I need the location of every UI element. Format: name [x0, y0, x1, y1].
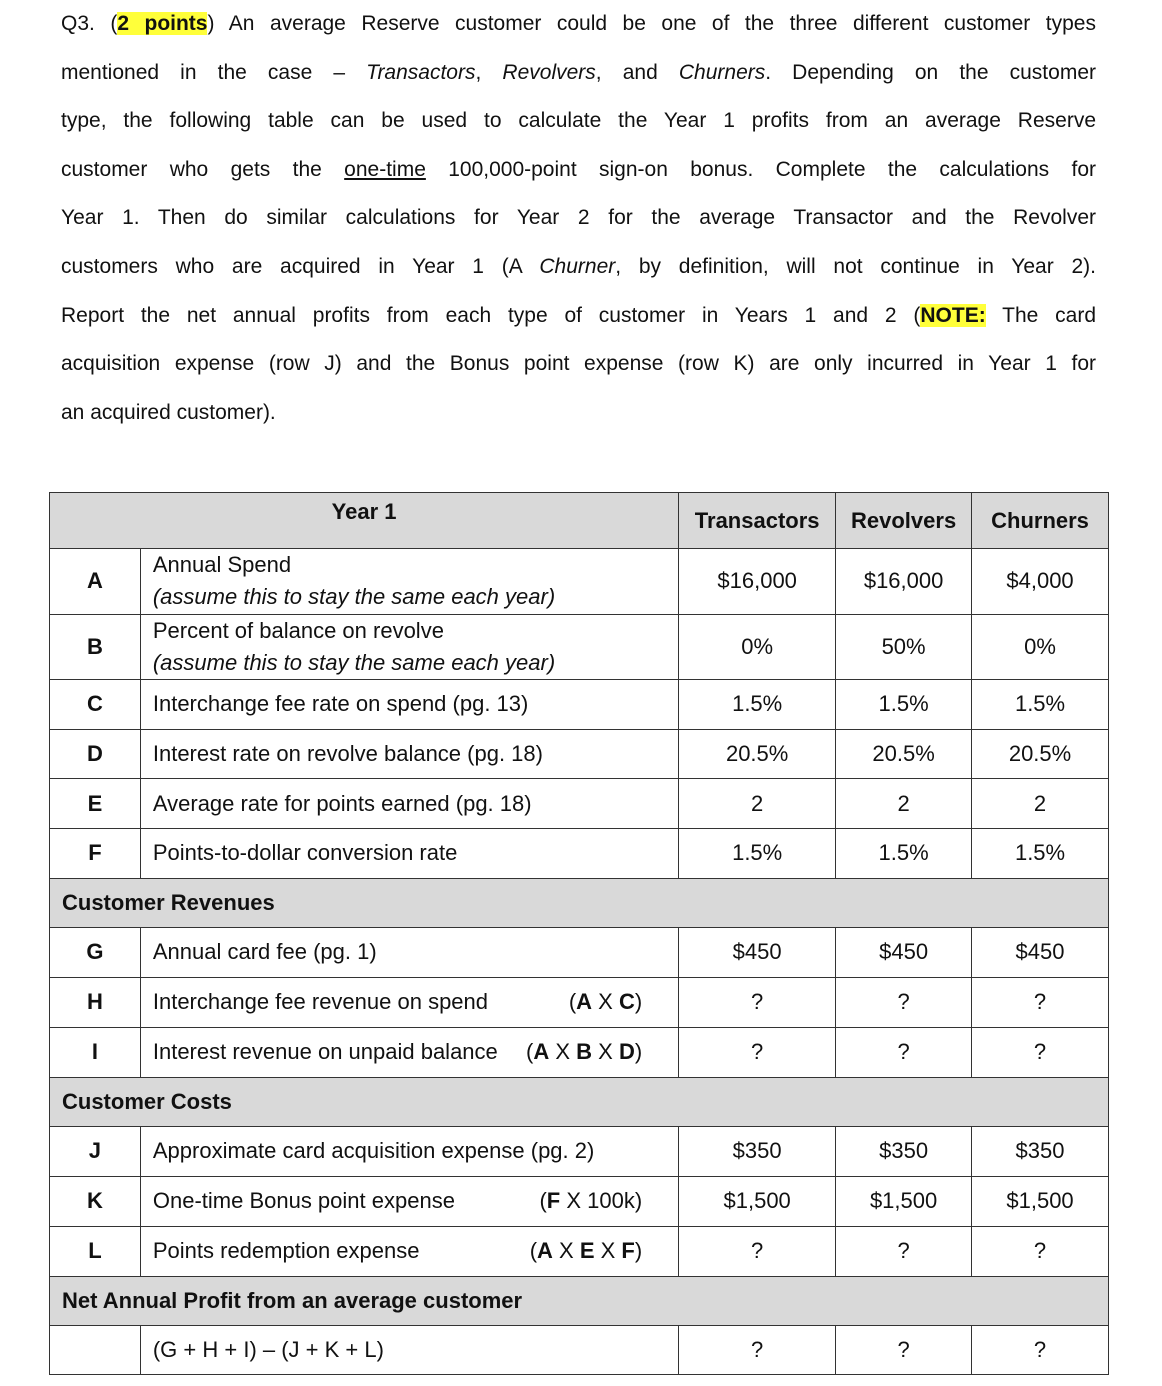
text-segment: Transactors [366, 60, 476, 84]
section-title: Net Annual Profit from an average customer [50, 1276, 1109, 1325]
row-note: (assume this to stay the same each year) [152, 584, 556, 610]
text-segment: customers who are acquired in Year 1 (A [61, 254, 540, 278]
row-letter: I [50, 1027, 141, 1077]
row-letter: E [50, 779, 141, 829]
table-row-k [50, 1176, 1109, 1226]
value-cell: ? [679, 1027, 836, 1077]
row-label [140, 1176, 678, 1226]
value-cell: 2 [836, 779, 972, 829]
text-segment: Q3. ( [61, 12, 118, 35]
formula-part: F [621, 1238, 635, 1264]
formula-part: X [594, 1238, 622, 1264]
section-customer-revenues [50, 878, 1109, 927]
table-row-a [50, 549, 1109, 615]
text-segment: acquisition expense (row J) and the Bonus point expense (row K) are only incurred in Year 1 for [61, 352, 1096, 376]
column-header: Transactors [679, 493, 836, 549]
formula-part: X [592, 989, 619, 1015]
text-segment: Churner [539, 254, 616, 278]
text-segment: Churners [678, 60, 766, 84]
formula-part: ( [539, 1188, 547, 1214]
question-line [61, 152, 1096, 201]
value-cell: $450 [972, 927, 1109, 977]
value-cell: ? [679, 1226, 836, 1276]
value-cell: 2 [679, 779, 836, 829]
text-segment: Revolvers [502, 60, 596, 84]
table-row-e [50, 779, 1109, 829]
formula-part: E [579, 1238, 595, 1264]
table-row-net [50, 1325, 1109, 1374]
row-label: Interest rate on revolve balance (pg. 18) [140, 729, 678, 779]
row-letter-empty [50, 1325, 141, 1374]
formula-part: C [618, 989, 635, 1015]
table-row-i [50, 1027, 1109, 1077]
value-cell: $16,000 [679, 549, 836, 615]
formula-part: A [576, 989, 593, 1015]
table-row-h [50, 977, 1109, 1027]
value-cell: 1.5% [972, 680, 1109, 730]
row-label-text: Annual Spend [152, 552, 292, 578]
formula-part: X [552, 1238, 580, 1264]
row-label [140, 549, 678, 615]
formula-part: ( [526, 1039, 534, 1065]
formula-part: ) [634, 1039, 643, 1065]
table-row-g [50, 927, 1109, 977]
row-letter: H [50, 977, 141, 1027]
formula-part: ( [568, 989, 577, 1015]
question-line [61, 55, 1096, 104]
table-row-d [50, 729, 1109, 779]
value-cell: 50% [836, 614, 972, 680]
value-cell: $1,500 [679, 1176, 836, 1226]
value-cell: 1.5% [679, 680, 836, 730]
formula-part: D [618, 1039, 635, 1065]
value-cell: ? [972, 977, 1109, 1027]
net-formula: (G + H + I) – (J + K + L) [140, 1325, 678, 1374]
row-label: Interchange fee rate on spend (pg. 13) [140, 680, 678, 730]
row-letter: J [50, 1126, 141, 1176]
formula-part: ) [634, 1238, 643, 1264]
column-header: Revolvers [836, 493, 972, 549]
formula-part: A [533, 1039, 550, 1065]
value-cell: $450 [679, 927, 836, 977]
highlighted-text: NOTE: [920, 303, 986, 327]
value-cell: $4,000 [972, 549, 1109, 615]
value-cell: 20.5% [972, 729, 1109, 779]
text-segment: , [475, 60, 503, 84]
text-segment: , and [595, 60, 679, 84]
row-letter: G [50, 927, 141, 977]
row-letter: F [50, 829, 141, 879]
row-label-text: Interchange fee revenue on spend [152, 989, 489, 1015]
value-cell: $350 [679, 1126, 836, 1176]
row-letter: A [50, 549, 141, 615]
row-label [140, 1027, 678, 1077]
text-segment: The card [985, 303, 1097, 327]
value-cell: $1,500 [836, 1176, 972, 1226]
question-line [61, 249, 1096, 298]
value-cell: $350 [836, 1126, 972, 1176]
row-label: Average rate for points earned (pg. 18) [140, 779, 678, 829]
row-formula [530, 1238, 643, 1264]
formula-part: B [576, 1039, 593, 1065]
row-label [140, 614, 678, 680]
question-text [61, 6, 1096, 443]
value-cell: 1.5% [972, 829, 1109, 879]
value-cell: 20.5% [679, 729, 836, 779]
text-segment: one-time [344, 157, 426, 181]
value-cell: $450 [836, 927, 972, 977]
formula-part: ) [634, 989, 643, 1015]
value-cell: ? [972, 1027, 1109, 1077]
column-header: Churners [972, 493, 1109, 549]
row-formula [569, 989, 642, 1015]
question-line [61, 346, 1096, 395]
value-cell: 1.5% [836, 680, 972, 730]
section-title: Customer Revenues [50, 878, 1109, 927]
profit-table [49, 492, 1109, 1375]
value-cell: ? [836, 1226, 972, 1276]
section-title: Customer Costs [50, 1077, 1109, 1126]
formula-part: A [537, 1238, 553, 1264]
row-label [140, 1226, 678, 1276]
value-cell: ? [972, 1325, 1109, 1374]
formula-part: X [549, 1039, 577, 1065]
row-label: Annual card fee (pg. 1) [140, 927, 678, 977]
row-label-text: Points redemption expense [152, 1238, 420, 1264]
value-cell: ? [679, 1325, 836, 1374]
table-header-row [50, 493, 1109, 549]
value-cell: 1.5% [679, 829, 836, 879]
value-cell: ? [836, 1325, 972, 1374]
formula-part: X [592, 1039, 619, 1065]
value-cell: $1,500 [972, 1176, 1109, 1226]
row-label [140, 977, 678, 1027]
text-segment: 100,000-point sign-on bonus. Complete the calculations for [425, 157, 1096, 181]
row-letter: D [50, 729, 141, 779]
value-cell: 0% [679, 614, 836, 680]
formula-part: ( [529, 1238, 538, 1264]
year-title: Year 1 [50, 493, 679, 549]
value-cell: $350 [972, 1126, 1109, 1176]
table-row-l [50, 1226, 1109, 1276]
table-row-b [50, 614, 1109, 680]
text-segment: type, the following table can be used to calculate the Year 1 profits from an average Reserve [61, 109, 1096, 133]
question-line [61, 395, 1096, 444]
row-letter: L [50, 1226, 141, 1276]
table-row-f [50, 829, 1109, 879]
row-label-text: Percent of balance on revolve [152, 617, 444, 643]
value-cell: ? [836, 1027, 972, 1077]
value-cell: 2 [972, 779, 1109, 829]
text-segment: mentioned in the case – [61, 60, 367, 84]
text-segment: an acquired customer). [61, 400, 276, 424]
value-cell: $16,000 [836, 549, 972, 615]
row-formula [539, 1188, 642, 1214]
formula-part: F [546, 1188, 561, 1214]
row-letter: C [50, 680, 141, 730]
row-label: Points-to-dollar conversion rate [140, 829, 678, 879]
value-cell: ? [972, 1226, 1109, 1276]
section-net-profit [50, 1276, 1109, 1325]
row-letter: B [50, 614, 141, 680]
row-letter: K [50, 1176, 141, 1226]
row-label-text: One-time Bonus point expense [152, 1188, 455, 1214]
table-row-c [50, 680, 1109, 730]
text-segment: Report the net annual profits from each type of customer in Years 1 and 2 ( [61, 303, 921, 327]
text-segment: ) An average Reserve customer could be one of the three different customer types [207, 12, 1096, 35]
text-segment: customer who gets the [61, 157, 345, 181]
value-cell: ? [836, 977, 972, 1027]
question-line [61, 200, 1096, 249]
section-customer-costs [50, 1077, 1109, 1126]
text-segment: , by definition, will not continue in Year 2). [615, 254, 1096, 278]
table-row-j [50, 1126, 1109, 1176]
text-segment: . Depending on the customer [765, 60, 1096, 84]
highlighted-text: 2 points [117, 12, 208, 35]
question-line [61, 6, 1096, 55]
value-cell: 1.5% [836, 829, 972, 879]
question-line [61, 103, 1096, 152]
question-line [61, 298, 1096, 347]
value-cell: 0% [972, 614, 1109, 680]
value-cell: 20.5% [836, 729, 972, 779]
row-note: (assume this to stay the same each year) [152, 649, 556, 675]
row-label: Approximate card acquisition expense (pg. 2) [140, 1126, 678, 1176]
row-formula [526, 1039, 642, 1065]
row-label-text: Interest revenue on unpaid balance [152, 1039, 498, 1065]
formula-part: X 100k) [560, 1188, 643, 1214]
value-cell: ? [679, 977, 836, 1027]
text-segment: Year 1. Then do similar calculations for Year 2 for the average Transactor and the Revolver [61, 206, 1096, 230]
